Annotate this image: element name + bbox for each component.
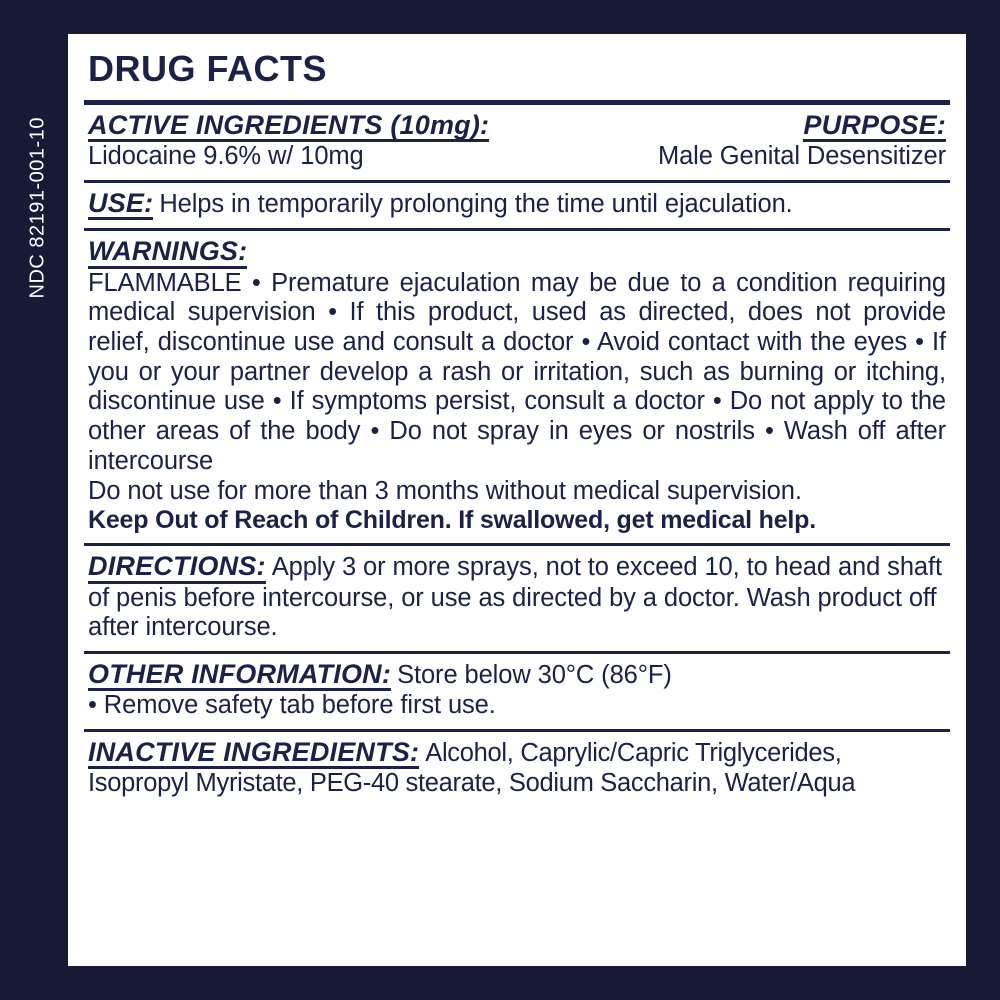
- use-value: Helps in temporarily prolonging the time until ejaculation.: [159, 189, 793, 218]
- directions-header: DIRECTIONS:: [88, 552, 266, 583]
- purpose-header: PURPOSE:: [803, 111, 946, 142]
- use-header: USE:: [88, 189, 153, 220]
- section-inactive-ingredients: [84, 732, 950, 807]
- warnings-header: WARNINGS:: [88, 237, 247, 268]
- purpose-value: Male Genital Desensitizer: [657, 142, 946, 171]
- ndc-code-margin: [0, 0, 68, 1000]
- directions-value: Apply 3 or more sprays, not to exceed 10, to head and shaft of penis before intercourse, or use as directed by a doctor. Wash product off after intercourse.: [88, 553, 942, 642]
- section-other-information: [84, 654, 950, 729]
- inactive-ingredients-header: INACTIVE INGREDIENTS:: [88, 738, 419, 769]
- inactive-ingredients-value: Alcohol, Caprylic/Capric Triglycerides, Isopropyl Myristate, PEG-40 stearate, Sodium Saccharin, Water/Aqua: [88, 738, 856, 797]
- other-information-value: Store below 30°C (86°F): [397, 660, 672, 689]
- warnings-keep-out-of-reach: Keep Out of Reach of Children. If swallowed, get medical help.: [88, 506, 816, 535]
- warnings-extra: Do not use for more than 3 months without medical supervision.: [88, 476, 802, 505]
- page-title: DRUG FACTS: [88, 48, 327, 89]
- active-ingredients-value: Lidocaine 9.6% w/ 10mg: [88, 142, 364, 171]
- ndc-code-text: NDC 82191-001-10: [26, 117, 49, 299]
- drug-facts-panel: [68, 34, 966, 966]
- section-use: [84, 183, 950, 228]
- other-information-bullet: • Remove safety tab before first use.: [88, 691, 496, 720]
- section-warnings: [84, 231, 950, 543]
- section-active-ingredients: [84, 105, 950, 180]
- warnings-body: FLAMMABLE • Premature ejaculation may be due to a condition requiring medical supervision • If this product, used as directed, does not provide relief, discontinue use and consult a doctor • Avoid contact with the eyes • If you or your partner develop a rash or irritation, such as burning or itching, discontinue use • If symptoms persist, consult a doctor • Do not apply to the other areas of the body • Do not spray in eyes or nostrils • Wash off after intercourse: [88, 268, 946, 475]
- other-information-header: OTHER INFORMATION:: [88, 660, 391, 691]
- section-directions: [84, 546, 950, 651]
- active-ingredients-header: ACTIVE INGREDIENTS (10mg):: [88, 111, 489, 142]
